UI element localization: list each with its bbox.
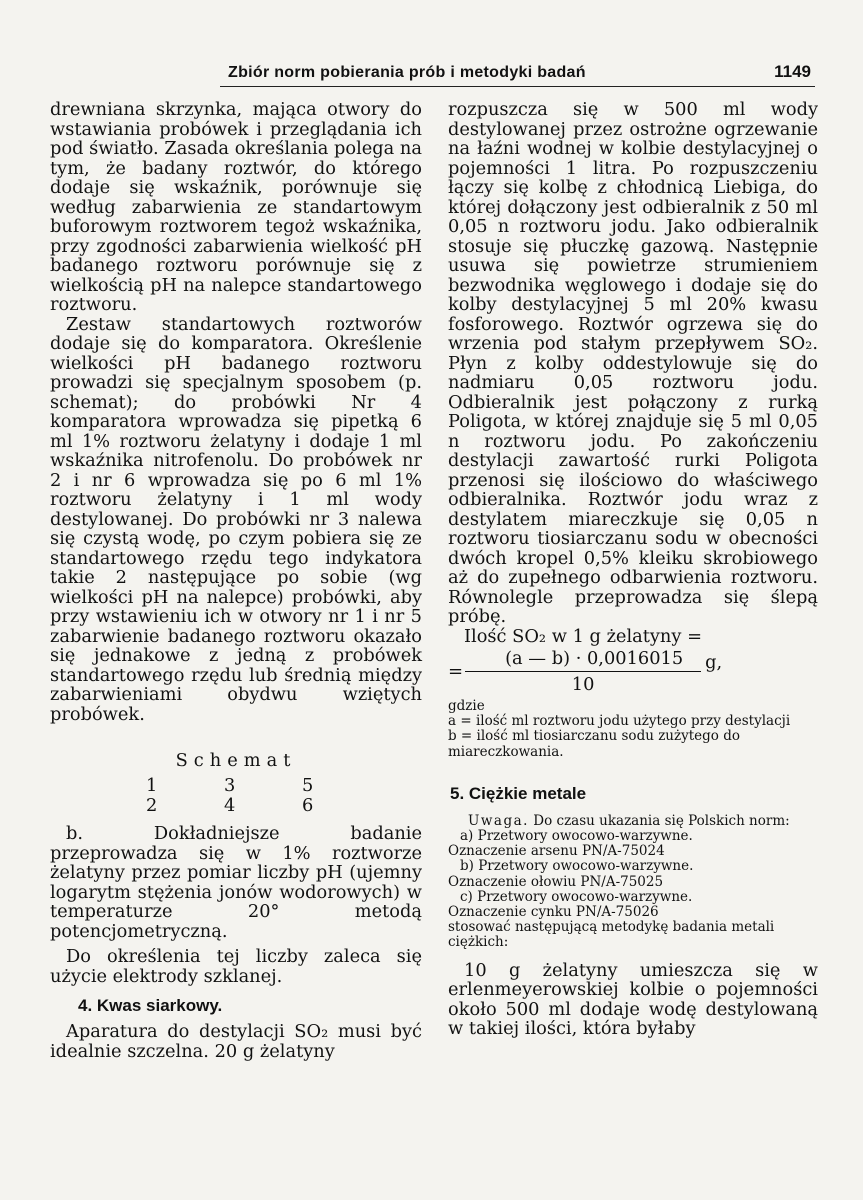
formula [448, 648, 818, 695]
schemat-cell: 5 [302, 775, 314, 796]
note-item: c) Przetwory owocowo-warzywne. [460, 888, 693, 905]
formula-equals: = [448, 661, 464, 682]
paragraph: 10 g żelatyny umieszcza się w erlenmeyerowskiej kolbie o pojemności około 500 ml dodaje wodę destylowaną w takiej ilości, która byłaby [448, 959, 818, 1040]
note-item: b) Przetwory owocowo-warzywne. [460, 858, 694, 875]
schemat-row [146, 796, 380, 816]
schemat-title: Schemat [175, 750, 297, 771]
note [448, 814, 818, 829]
formula-fraction [465, 648, 701, 695]
page-number: 1149 [774, 62, 811, 81]
formula-unit: g, [705, 652, 723, 673]
paragraph: Aparatura do destylacji SO₂ musi być idealnie szczelna. 20 g żelatyny [50, 1021, 422, 1062]
schemat-cell: 2 [146, 795, 158, 816]
note-item: stosować następującą metodykę badania metali ciężkich: [448, 919, 775, 951]
schemat-table [146, 776, 380, 816]
note-text: Do czasu ukazania się Polskich norm: [533, 812, 790, 829]
formula-intro: Ilość SO₂ w 1 g żelatyny = [464, 625, 702, 647]
schemat-figure [50, 750, 422, 816]
note-item: Oznaczenie ołowiu PN/A-75025 [448, 873, 664, 890]
schemat-row [146, 776, 380, 796]
paragraph: rozpuszcza się w 500 ml wody destylowanej przez ostrożne ogrzewanie na łaźni wodnej w kolbie destylacyjnej o pojemności 1 litra. Po rozpuszczeniu łączy się kolbę z chłodnicą Liebiga, do której dołączony jest odbieralnik z 50 ml 0,05 n roztworu jodu. Jako odbieralnik stosuje się płuczkę gazową. Następnie usuwa się powietrze strumieniem bezwodnika węglowego i dodaje się do kolby destylacyjnej 5 ml 20% kwasu fosforowego. Roztwór ogrzewa się do wrzenia pod stałym przepływem SO₂. Płyn z kolby oddestylowuje się do nadmiaru 0,05 roztworu jodu. Odbieralnik jest połączony z rurką Poligota, w której znajduje się 5 ml 0,05 n roztworu jodu. Po zakończeniu destylacji zawartość rurki Poligota przenosi się ilościowo do właściwego odbieralnika. Roztwór jodu wraz z destylatem miareczkuje się 0,05 n roztworu tiosiarczanu sodu w obecności dwóch kropel 0,5% kleiku skrobiowego aż do zupełnego odbarwienia roztworu. Równolegle przeprowadza się ślepą próbę. [448, 99, 818, 627]
paragraph: b. Dokładniejsze badanie przeprowadza się w 1% roztworze żelatyny przez pomiar liczby pH (ujemny logarytm stężenia jonów wodorowych) w temperaturze 20° metodą potencjometryczną. [50, 823, 422, 942]
schemat-cell: 3 [224, 775, 236, 796]
right-column [448, 100, 818, 1039]
schemat-cell: 4 [224, 795, 236, 816]
formula-numerator: (a — b) · 0,0016015 [465, 648, 701, 672]
schemat-cell: 1 [146, 775, 158, 796]
running-header [220, 60, 815, 87]
schemat-cell: 6 [302, 795, 314, 816]
note-item: Oznaczenie arsenu PN/A-75024 [448, 843, 665, 860]
note-head: Uwaga. [468, 812, 529, 829]
where-label: gdzie [448, 698, 485, 714]
where-item: b = ilość ml tiosiarczanu sodu zużytego do miareczkowania. [448, 728, 740, 760]
paragraph: Do określenia tej liczby zaleca się użycie elektrody szklanej. [50, 946, 422, 987]
note-item: Oznaczenie cynku PN/A-75026 [448, 904, 659, 921]
section-heading: 5. Ciężkie metale [450, 783, 587, 803]
formula-denominator: 10 [571, 674, 595, 695]
left-column [50, 100, 422, 1061]
section-heading: 4. Kwas siarkowy. [78, 996, 223, 1015]
where-item: a = ilość ml roztworu jodu użytego przy destylacji [448, 713, 791, 730]
paragraph: drewniana skrzynka, mająca otwory do wstawiania probówek i przeglądania ich pod światło. Zasada określania polega na tym, że badany roztwór, do którego dodaje się wskaźnik, porównuje się według zabarwienia ze standartowym buforowym roztworem tegoż wskaźnika, przy zgodności zabarwienia wielkość pH badanego roztworu porównuje się z wielkością pH na nalepce standartowego roztworu. [50, 99, 422, 315]
note-item: a) Przetwory owocowo-warzywne. [460, 828, 693, 845]
header-title: Zbiór norm pobierania prób i metodyki badań [228, 64, 586, 81]
paragraph: Zestaw standartowych roztworów dodaje się do komparatora. Określenie wielkości pH badanego roztworu prowadzi się specjalnym sposobem (p. schemat); do probówki Nr 4 komparatora wprowadza się pipetką 6 ml 1% roztworu żelatyny i dodaje 1 ml wskaźnika nitrofenolu. Do probówek nr 2 i nr 6 wprowadza się po 6 ml 1% roztworu żelatyny i 1 ml wody destylowanej. Do probówki nr 3 nalewa się czystą wodę, po czym pobiera się ze standartowego rzędu tego indykatora takie 2 następujące po sobie (wg wielkości pH na nalepce) probówki, aby przy wstawieniu ich w otwory nr 1 i nr 5 zabarwienie badanego roztworu okazało się jednakowe z jedną z probówek standartowego rzędu lub średnią między zabarwieniami obydwu wziętych probówek. [50, 313, 422, 725]
